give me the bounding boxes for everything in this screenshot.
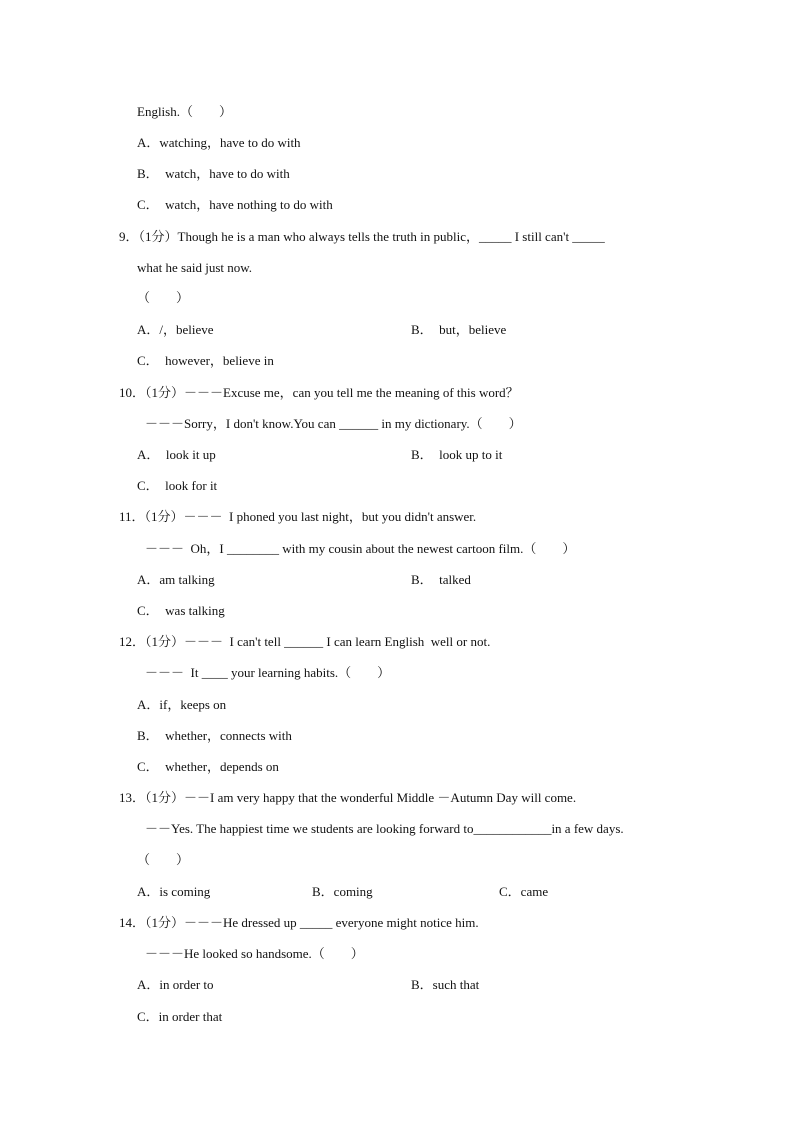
q13-option-b: B．coming <box>312 884 373 899</box>
question-14-reply: －－－He looked so handsome.（ ） <box>145 946 364 961</box>
q14-option-a: A．in order to <box>137 977 214 992</box>
q13-option-a: A．is coming <box>137 884 211 899</box>
q8-option-b: B． watch，have to do with <box>137 166 290 181</box>
q9-option-b: B． but，believe <box>411 322 507 337</box>
q8-option-a: A．watching，have to do with <box>137 135 301 150</box>
question-10-reply: －－－Sorry，I don't know.You can ______ in my dictionary.（ ） <box>145 416 522 431</box>
question-12-stem: 12．（1分）－－－ I can't tell ______ I can learn English well or not. <box>119 634 491 649</box>
q10-option-b: B． look up to it <box>411 447 503 462</box>
q12-option-a: A．if，keeps on <box>137 697 227 712</box>
q11-option-a: A．am talking <box>137 572 215 587</box>
question-12-reply: －－－ It ____ your learning habits.（ ） <box>145 665 391 680</box>
question-14-stem: 14．（1分）－－－He dressed up _____ everyone might notice him. <box>119 915 479 930</box>
question-9-stem: 9．（1分）Though he is a man who always tells the truth in public，_____ I still can't _____ <box>119 229 605 244</box>
q10-option-a: A． look it up <box>137 447 216 462</box>
question-13-stem: 13．（1分）－－I am very happy that the wonderful Middle －Autumn Day will come. <box>119 790 577 805</box>
question-9-answer-paren: （ ） <box>137 290 190 305</box>
question-13-answer-paren: （ ） <box>137 852 190 867</box>
question-11-stem: 11．（1分）－－－ I phoned you last night，but you didn't answer. <box>119 509 477 524</box>
q11-option-b: B． talked <box>411 572 471 587</box>
question-9-stem-cont: what he said just now. <box>137 260 253 275</box>
question-10-stem: 10．（1分）－－－Excuse me，can you tell me the meaning of this word？ <box>119 385 519 400</box>
q9-option-c: C． however，believe in <box>137 353 274 368</box>
q14-option-c: C．in order that <box>137 1009 223 1024</box>
question-13-reply: －－Yes. The happiest time we students are looking forward to____________in a few days. <box>145 821 624 836</box>
q13-option-c: C．came <box>499 884 549 899</box>
q11-option-c: C． was talking <box>137 603 225 618</box>
question-8-stem-end: English.（ ） <box>137 104 232 119</box>
q10-option-c: C． look for it <box>137 478 218 493</box>
q9-option-a: A．/，believe <box>137 322 214 337</box>
q12-option-c: C． whether，depends on <box>137 759 279 774</box>
question-11-reply: －－－ Oh，I ________ with my cousin about the newest cartoon film.（ ） <box>145 541 576 556</box>
q12-option-b: B． whether，connects with <box>137 728 292 743</box>
q8-option-c: C． watch，have nothing to do with <box>137 197 333 212</box>
q14-option-b: B．such that <box>411 977 480 992</box>
